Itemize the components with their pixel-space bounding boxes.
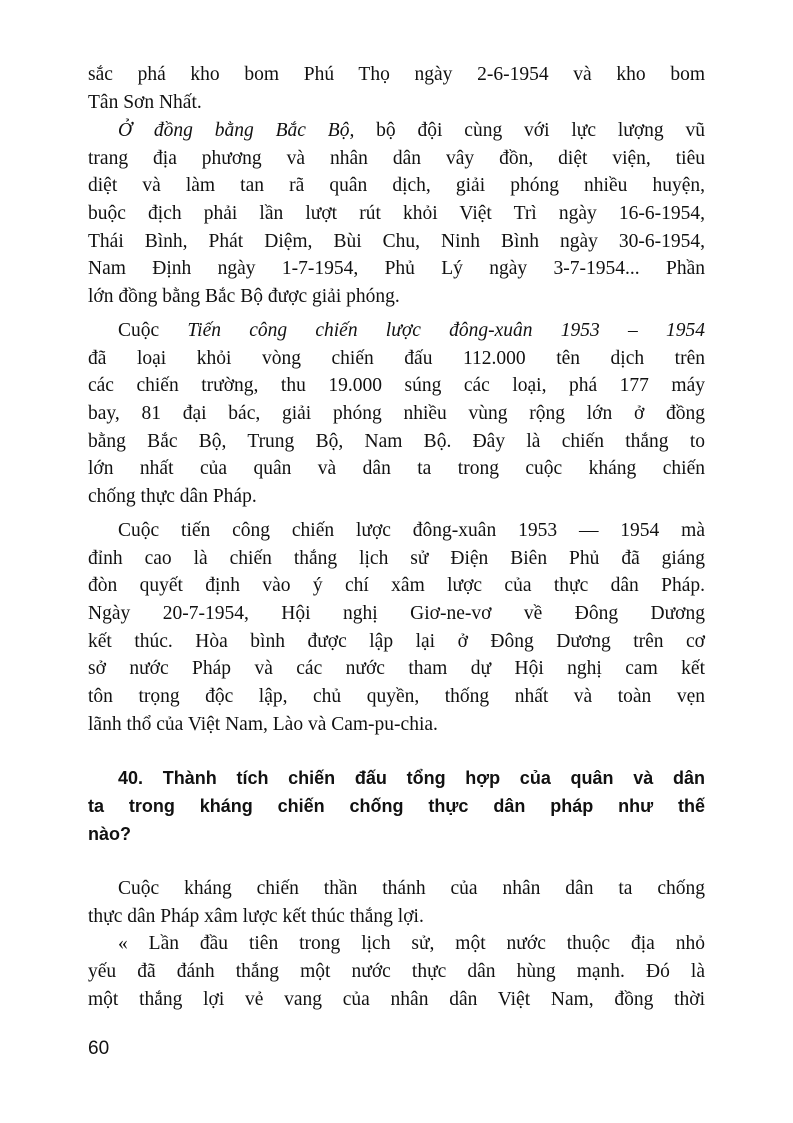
text-line bbox=[118, 118, 705, 144]
text-line: Ngày 20-7-1954, Hội nghị Giơ-ne-vơ về Đông Dương bbox=[88, 603, 705, 624]
text-line: đã loại khỏi vòng chiến đấu 112.000 tên dịch trên bbox=[88, 348, 705, 369]
text-line: bằng Bắc Bộ, Trung Bộ, Nam Bộ. Đây là chiến thắng to bbox=[88, 431, 705, 452]
text-line: « Lần đầu tiên trong lịch sử, một nước thuộc địa nhỏ bbox=[118, 933, 705, 954]
text-line: Nam Định ngày 1-7-1954, Phủ Lý ngày 3-7-1954... Phần bbox=[88, 258, 705, 279]
text-line: Cuộc kháng chiến thần thánh của nhân dân ta chống bbox=[118, 878, 705, 899]
page-number: 60 bbox=[88, 1038, 110, 1059]
text-line: buộc địch phải lần lượt rút khỏi Việt Trì ngày 16-6-1954, bbox=[88, 203, 705, 224]
text-line: Cuộc tiến công chiến lược đông-xuân 1953 — 1954 mà bbox=[118, 520, 705, 541]
text-line: lớn nhất của quân và dân ta trong cuộc kháng chiến bbox=[88, 458, 705, 479]
section-heading-line: nào? bbox=[88, 824, 131, 844]
text-line: đỉnh cao là chiến thắng lịch sử Điện Biên Phủ đã giáng bbox=[88, 548, 705, 569]
text-span: Cuộc bbox=[118, 320, 188, 341]
text-line: một thắng lợi vẻ vang của nhân dân Việt Nam, đồng thời bbox=[88, 989, 705, 1010]
section-heading-line: ta trong kháng chiến chống thực dân pháp như thế bbox=[88, 796, 705, 816]
text-line: tôn trọng độc lập, chủ quyền, thống nhất và toàn vẹn bbox=[88, 686, 705, 707]
text-line: kết thúc. Hòa bình được lập lại ở Đông Dương trên cơ bbox=[88, 631, 705, 652]
text-line: yếu đã đánh thắng một nước thực dân hùng mạnh. Đó là bbox=[88, 961, 705, 982]
text-line: lớn đồng bằng Bắc Bộ được giải phóng. bbox=[88, 286, 400, 307]
text-line: lãnh thổ của Việt Nam, Lào và Cam-pu-chia. bbox=[88, 714, 438, 735]
text-line: đòn quyết định vào ý chí xâm lược của thực dân Pháp. bbox=[88, 575, 705, 596]
text-line: Thái Bình, Phát Diệm, Bùi Chu, Ninh Bình ngày 30-6-1954, bbox=[88, 231, 705, 252]
italic-phrase: Tiến công chiến lược đông-xuân 1953 – 1954 bbox=[187, 320, 705, 341]
text-line: Tân Sơn Nhất. bbox=[88, 92, 202, 113]
text-line: các chiến trường, thu 19.000 súng các loại, phá 177 máy bbox=[88, 375, 705, 396]
text-line: thực dân Pháp xâm lược kết thúc thắng lợi. bbox=[88, 906, 424, 927]
text-line: sắc phá kho bom Phú Thọ ngày 2-6-1954 và kho bom bbox=[88, 64, 705, 85]
italic-phrase: Ở đồng bằng Bắc Bộ, bbox=[118, 120, 355, 141]
text-line bbox=[118, 318, 705, 344]
text-line: trang địa phương và nhân dân vây đồn, diệt viện, tiêu bbox=[88, 148, 705, 169]
text-line: sở nước Pháp và các nước tham dự Hội nghị cam kết bbox=[88, 658, 705, 679]
text-span: bộ đội cùng với lực lượng vũ bbox=[354, 120, 705, 141]
text-line: bay, 81 đại bác, giải phóng nhiều vùng rộng lớn ở đồng bbox=[88, 403, 705, 424]
section-heading-line: 40. Thành tích chiến đấu tổng hợp của quân và dân bbox=[118, 768, 705, 788]
text-line: diệt và làm tan rã quân dịch, giải phóng nhiều huyện, bbox=[88, 175, 705, 196]
text-line: chống thực dân Pháp. bbox=[88, 486, 257, 507]
